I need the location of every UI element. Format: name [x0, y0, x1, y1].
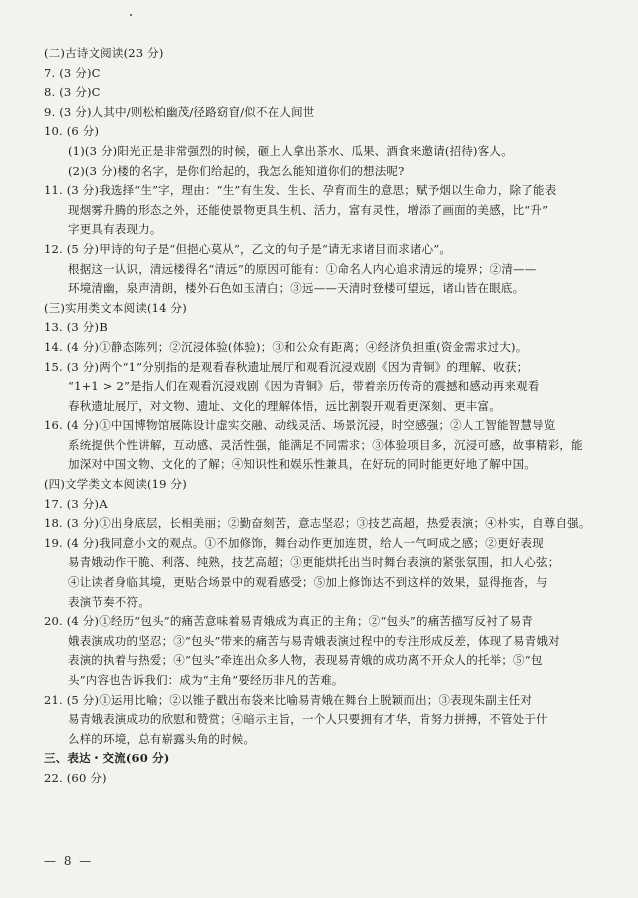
text-line: (2)(3 分)楼的名字，是你们给起的，我怎么能知道你们的想法呢? [68, 163, 405, 178]
text-line: 18. (3 分)①出身底层，长相美丽；②勤奋刻苦，意志坚忍；③技艺高超，热爱表演；④朴实，自尊自强。 [44, 516, 591, 531]
text-line: 系统提供个性讲解，互动感、灵活性强，能满足不同需求；③体验项目多，沉浸可感，故事精彩，能 [68, 437, 583, 452]
text-line: 表演节奏不符。 [68, 594, 150, 609]
text-line: 9. (3 分)人其中/则松柏幽茂/径路窈窅/似不在人间世 [44, 104, 315, 119]
text-line: 根据这一认识，清远楼得名“清远”的原因可能有：①命名人内心追求清远的境界；②清—— [68, 261, 537, 276]
text-line: ④让读者身临其境，更贴合场景中的观看感受；⑤加上修饰达不到这样的效果，显得拖沓，与 [68, 575, 548, 590]
text-line: 8. (3 分)C [44, 85, 101, 100]
text-line: 17. (3 分)A [44, 496, 108, 511]
text-line: 13. (3 分)B [44, 320, 108, 335]
text-line: 环境清幽，泉声清朗，楼外石色如玉清白；③远——天清时登楼可望远，诸山皆在眼底。 [68, 281, 525, 296]
text-line: 易青娥动作干脆、利落、纯熟，技艺高超；③更能烘托出当时舞台表演的紧张氛围，扣人心弦； [68, 555, 560, 570]
text-line: 14. (4 分)①静态陈列；②沉浸体验(体验)；③和公众有距离；④经济负担重(资金需求过大)。 [44, 339, 528, 354]
text-line: 现烟雾升腾的形态之外，还能使景物更具生机、活力，富有灵性，增添了画面的美感，比“升” [68, 202, 549, 217]
text-line: 15. (3 分)两个“1”分别指的是观看春秋遗址展厅和观看沉浸戏剧《因为青铜》的理解、收获； [44, 359, 529, 374]
text-line: 11. (3 分)我选择“生”字，理由：“生”有生发、生长、孕育而生的意思；赋予烟以生命力，除了能表 [44, 183, 557, 198]
text-line: (二)古诗文阅读(23 分) [44, 46, 164, 60]
text-line: 头”内容也告诉我们：成为“主角”要经历非凡的苦难。 [68, 673, 344, 687]
text-line: 12. (5 分)甲诗的句子是“但挹心莫从”，乙文的句子是“请无求诸目而求诸心”。 [44, 241, 452, 256]
text-line: 娥表演成功的坚忍；③“包头”带来的痛苦与易青娥表演过程中的专注形成反差，体现了易青娥对 [68, 633, 560, 648]
text-line: 表演的执着与热爱；④“包头”牵连出众多人物，表现易青娥的成功离不开众人的托举；⑤“包 [68, 653, 543, 668]
scan-speck [130, 14, 132, 16]
text-line: 三、表达・交流(60 分) [44, 751, 170, 766]
text-line: 19. (4 分)我同意小文的观点。①不加修饰，舞台动作更加连贯，给人一气呵成之感；②更好表现 [44, 535, 544, 550]
page-number: — 8 — [44, 854, 94, 868]
text-line: 字更具有表现力。 [68, 222, 162, 237]
text-line: 22. (60 分) [44, 770, 107, 785]
text-line: 7. (3 分)C [44, 65, 101, 80]
text-line: (1)(3 分)阳光正是非常强烈的时候，砸上人拿出茶水、瓜果、酒食来邀请(招待)客人。 [68, 143, 513, 158]
text-line: 10. (6 分) [44, 124, 100, 139]
text-line: 21. (5 分)①运用比喻；②以锥子戳出布袋来比喻易青娥在舞台上脱颖而出；③表现朱副主任对 [44, 692, 533, 707]
text-line: (三)实用类文本阅读(14 分) [44, 300, 187, 315]
text-line: 加深对中国文物、文化的了解；④知识性和娱乐性兼具，在好玩的同时能更好地了解中国。 [68, 457, 536, 472]
text-line: 么样的环境，总有崭露头角的时候。 [68, 731, 256, 746]
text-line: 20. (4 分)①经历“包头”的痛苦意味着易青娥成为真正的主角；②“包头”的痛苦描写反衬了易青 [44, 614, 534, 629]
text-line: 16. (4 分)①中国博物馆展陈设计虚实交融、动线灵活、场景沉浸，时空感强；②人工智能智慧导览 [44, 418, 556, 433]
text-line: 春秋遗址展厅，对文物、遗址、文化的理解体悟，远比割裂开观看更深刻、更丰富。 [68, 398, 501, 413]
answer-key-content [44, 44, 616, 789]
text-line: “1+1 > 2”是指人们在观看沉浸戏剧《因为青铜》后，带着亲历传奇的震撼和感动再来观看 [68, 379, 540, 394]
text-line: (四)文学类文本阅读(19 分) [44, 477, 187, 492]
text-line: 易青娥表演成功的欣慰和赞赏；④暗示主旨，一个人只要拥有才华，肯努力拼搏，不管处于什 [68, 712, 548, 727]
